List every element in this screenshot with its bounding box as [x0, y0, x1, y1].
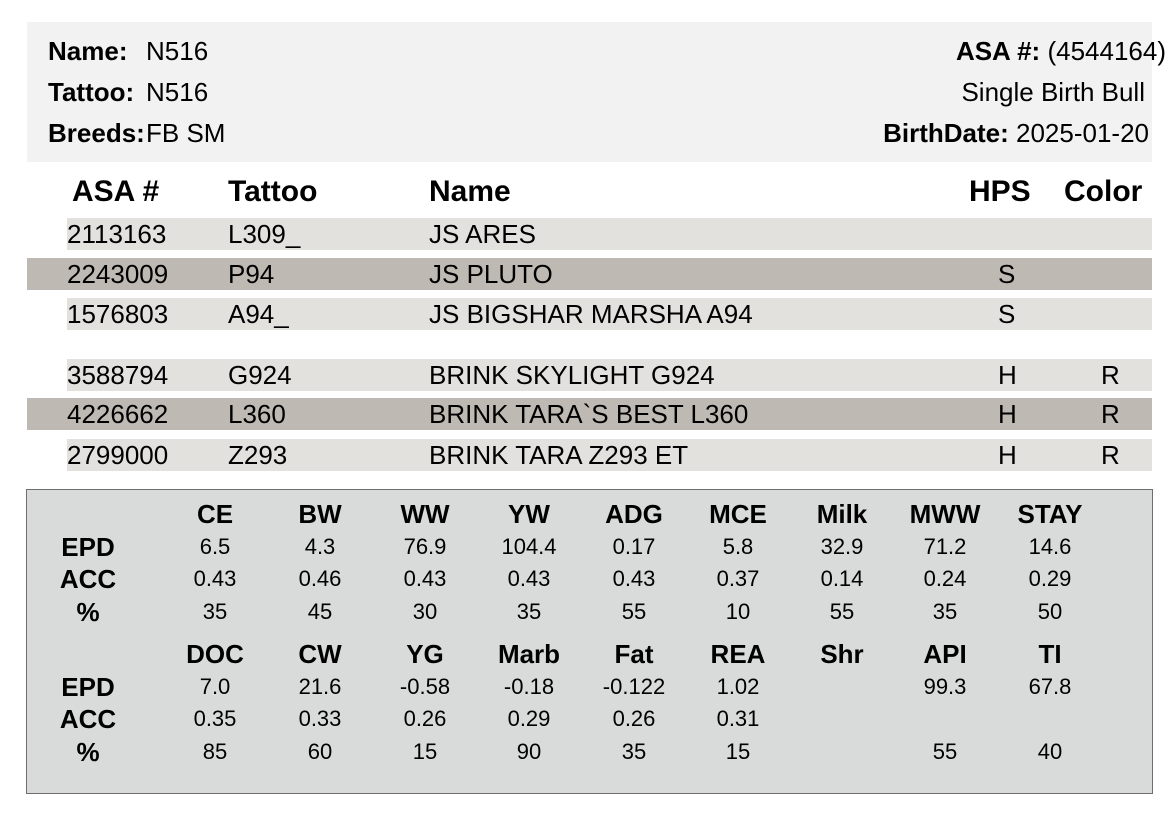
trait-label: API [923, 639, 967, 669]
value-cell-epd: 0.17 [612, 534, 656, 559]
pedigree-row [67, 298, 1152, 330]
row-hps: H [998, 399, 1017, 429]
value-cell-acc: 0.26 [403, 706, 447, 731]
tattoo-label: Tattoo: [48, 77, 135, 107]
value-cell-pct: 35 [516, 599, 542, 624]
value-cell-acc: 0.29 [507, 706, 551, 731]
value-cell-pct: 55 [932, 739, 958, 764]
row-tattoo: Z293 [228, 440, 288, 470]
value-cell-pct: 40 [1037, 739, 1063, 764]
row-name: JS BIGSHAR MARSHA A94 [429, 299, 753, 329]
name-label: Name: [48, 36, 128, 66]
trait-label: STAY [1017, 499, 1083, 529]
value-cell-epd: 1.02 [716, 674, 760, 699]
value-cell-epd: 67.8 [1028, 674, 1072, 699]
value-cell-epd: 14.6 [1028, 534, 1072, 559]
breeds-label: Breeds: [48, 118, 145, 148]
row-tattoo: L309_ [228, 219, 301, 249]
trait-label: ADG [605, 499, 663, 529]
row-hps: H [998, 440, 1017, 470]
pedigree-row [27, 258, 1152, 290]
tattoo-line [48, 77, 208, 107]
row-asa: 3588794 [67, 360, 169, 390]
row-name: JS ARES [429, 219, 536, 249]
name-value: N516 [146, 36, 209, 66]
value-cell-epd: 6.5 [199, 534, 231, 559]
value-cell-pct: 10 [725, 599, 751, 624]
trait-label: MCE [709, 499, 767, 529]
row-label-pct: % [76, 737, 100, 767]
value-cell-pct: 50 [1037, 599, 1063, 624]
value-cell-epd: -0.58 [399, 674, 451, 699]
value-cell-epd: 76.9 [403, 534, 447, 559]
birthdate-value: 2025-01-20 [1016, 118, 1149, 148]
value-cell-acc: 0.33 [298, 706, 342, 731]
value-cell-pct: 30 [412, 599, 438, 624]
row-label-epd: EPD [61, 672, 115, 702]
pedigree-row [67, 359, 1152, 391]
value-cell-acc: 0.14 [820, 566, 864, 591]
row-asa: 4226662 [67, 399, 169, 429]
trait-label: YW [508, 499, 550, 529]
breeds-value: FB SM [146, 118, 226, 148]
row-name: JS PLUTO [429, 259, 553, 289]
row-hps: S [998, 259, 1016, 289]
row-label-epd: EPD [61, 532, 115, 562]
row-color: R [1101, 360, 1120, 390]
value-cell-acc: 0.31 [716, 706, 760, 731]
row-tattoo: A94_ [228, 299, 289, 329]
value-cell-epd: 5.8 [722, 534, 754, 559]
row-tattoo: G924 [228, 360, 292, 390]
tattoo-value: N516 [146, 77, 209, 107]
value-cell-acc: 0.37 [716, 566, 760, 591]
value-cell-acc: 0.29 [1028, 566, 1072, 591]
row-color: R [1101, 440, 1120, 470]
col-header-tattoo: Tattoo [228, 175, 318, 208]
value-cell-acc: 0.26 [612, 706, 656, 731]
trait-label: DOC [186, 639, 244, 669]
row-name: BRINK SKYLIGHT G924 [429, 360, 715, 390]
asa-label: ASA #: [955, 36, 1041, 66]
value-cell-pct: 60 [307, 739, 333, 764]
animal-info-header [27, 22, 1166, 162]
col-header-hps: HPS [969, 175, 1031, 208]
trait-label: MWW [909, 499, 981, 529]
value-cell-epd: 7.0 [199, 674, 231, 699]
value-cell-epd: -0.18 [503, 674, 555, 699]
col-header-color: Color [1064, 175, 1143, 208]
value-cell-acc: 0.46 [298, 566, 342, 591]
trait-label: Fat [614, 639, 654, 669]
value-cell-pct: 35 [932, 599, 958, 624]
trait-label: BW [298, 499, 342, 529]
row-name: BRINK TARA`S BEST L360 [429, 399, 749, 429]
row-asa: 1576803 [67, 299, 169, 329]
row-hps: S [998, 299, 1016, 329]
value-cell-epd: 99.3 [923, 674, 967, 699]
value-cell-epd: 104.4 [501, 534, 557, 559]
col-header-name: Name [429, 175, 511, 208]
row-asa: 2243009 [67, 259, 169, 289]
asa-value: (4544164) [1047, 36, 1166, 66]
trait-label: Milk [816, 499, 868, 529]
epd-table [26, 489, 1153, 794]
value-cell-epd: 4.3 [304, 534, 336, 559]
value-cell-pct: 55 [621, 599, 647, 624]
value-cell-acc: 0.35 [193, 706, 237, 731]
trait-label: CW [298, 639, 342, 669]
value-cell-pct: 85 [202, 739, 228, 764]
pedigree-row [27, 398, 1152, 430]
row-hps: H [998, 360, 1017, 390]
row-color: R [1101, 399, 1120, 429]
value-cell-pct: 45 [307, 599, 333, 624]
birthdate-label: BirthDate: [883, 118, 1009, 148]
value-cell-pct: 35 [202, 599, 228, 624]
row-label-pct: % [76, 597, 100, 627]
value-cell-acc: 0.43 [612, 566, 656, 591]
value-cell-epd: 21.6 [298, 674, 342, 699]
row-asa: 2799000 [67, 440, 169, 470]
trait-label: YG [406, 639, 444, 669]
row-label-acc: ACC [59, 704, 117, 734]
breeds-line [48, 118, 225, 148]
trait-label: REA [710, 639, 766, 669]
col-header-asa: ASA # [72, 175, 160, 208]
row-asa: 2113163 [67, 219, 167, 249]
asa-line [956, 36, 1166, 66]
value-cell-epd: -0.122 [602, 674, 666, 699]
value-cell-epd: 32.9 [820, 534, 864, 559]
value-cell-epd: 71.2 [923, 534, 967, 559]
trait-label: CE [196, 499, 234, 529]
pedigree-row [67, 218, 1152, 250]
value-cell-pct: 35 [621, 739, 647, 764]
trait-label: Shr [820, 639, 864, 669]
trait-label: TI [1038, 639, 1062, 669]
row-name: BRINK TARA Z293 ET [429, 440, 689, 470]
trait-label: WW [400, 499, 450, 529]
row-tattoo: P94 [228, 259, 275, 289]
value-cell-acc: 0.43 [507, 566, 551, 591]
birth-type: Single Birth Bull [961, 77, 1145, 107]
value-cell-pct: 15 [412, 739, 438, 764]
value-cell-acc: 0.43 [193, 566, 237, 591]
value-cell-pct: 15 [725, 739, 751, 764]
value-cell-acc: 0.43 [403, 566, 447, 591]
value-cell-acc: 0.24 [923, 566, 967, 591]
name-line [48, 36, 208, 66]
pedigree-row [67, 439, 1152, 471]
row-label-acc: ACC [59, 564, 117, 594]
value-cell-pct: 90 [516, 739, 542, 764]
value-cell-pct: 55 [829, 599, 855, 624]
row-tattoo: L360 [228, 399, 286, 429]
birthdate-line [883, 118, 1149, 148]
trait-label: Marb [497, 639, 561, 669]
